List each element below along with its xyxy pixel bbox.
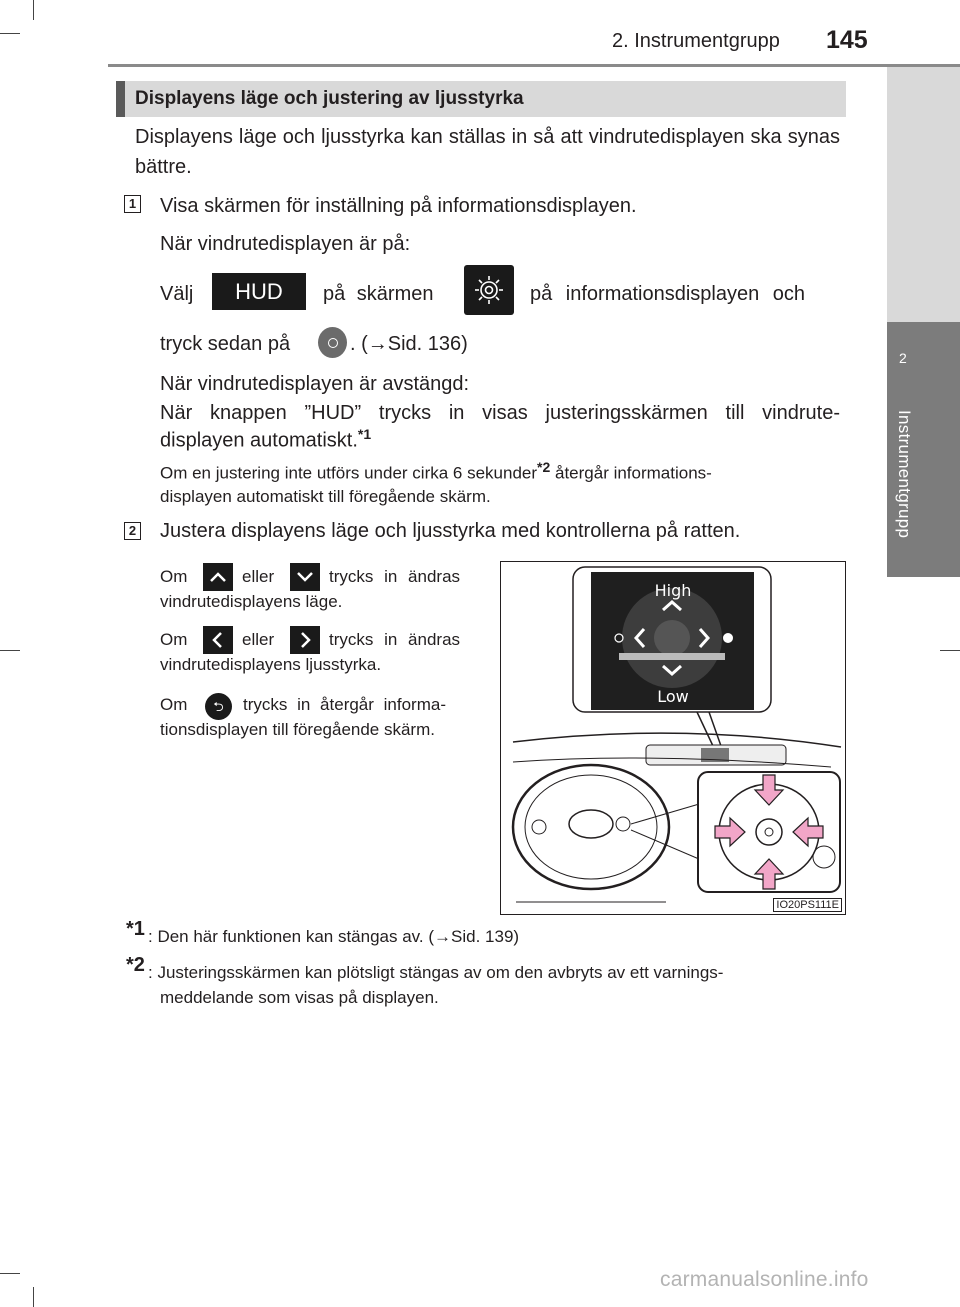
step-number-1: 1 (124, 195, 141, 213)
settings-gear-icon (464, 265, 514, 315)
section-heading-accent (116, 81, 125, 117)
header-rule (108, 64, 960, 67)
illustration-drawing (501, 562, 846, 915)
pos-a: Om (160, 567, 188, 586)
chevron-down-icon (290, 563, 320, 591)
intro-text: Displayens läge och ljusstyrka kan ställas in så att vindrutedisplayen ska synas bättre. (135, 126, 840, 178)
footnote-2-line2: meddelande som visas på displayen. (160, 988, 439, 1007)
back-b: trycks in återgår informa- (243, 695, 446, 714)
back-icon: ⮌ (205, 693, 232, 720)
pos-c: trycks in ändras (329, 567, 461, 586)
watermark: carmanualsonline.info (660, 1268, 869, 1291)
step-number-2: 2 (124, 522, 141, 540)
step1-note-line2: displayen automatiskt till föregående skärm. (160, 486, 491, 506)
hud-adjustment-illustration (500, 561, 846, 915)
pos-line2: vindrutedisplayens läge. (160, 592, 343, 611)
crop-mark (33, 1287, 34, 1307)
crop-mark (33, 0, 34, 20)
section-title: Displayens läge och justering av ljusstyrka (135, 88, 524, 109)
step1-press-a: tryck sedan på (160, 333, 291, 355)
footnote-1-mark: *1 (126, 918, 145, 940)
step1-when-off: När vindrutedisplayen är avstängd: (160, 373, 470, 395)
page-number: 145 (826, 26, 868, 54)
footnote-1-text: : Den här funktionen kan stängas av. (→Sid. 139) (148, 927, 520, 946)
footnote-2-text: : Justeringsskärmen kan plötsligt stängas av om den avbryts av ett varnings- (148, 963, 724, 982)
running-header: 2. Instrumentgrupp (612, 30, 780, 52)
step1-off-line2 (160, 424, 371, 456)
side-tab-upper (887, 67, 960, 322)
crop-mark (0, 33, 20, 34)
high-label: High (654, 581, 692, 600)
illustration-code: IO20PS111E (773, 898, 842, 912)
pos-b: eller (242, 567, 275, 586)
step1-select-a: Välj (160, 283, 194, 305)
crop-mark (940, 650, 960, 651)
bright-b: eller (242, 630, 275, 649)
step1-select-b: på skärmen (323, 283, 434, 305)
step1-select-c: på informationsdisplayen och (530, 283, 806, 305)
step1-note (160, 458, 840, 509)
back-line2: tionsdisplayen till föregående skärm. (160, 720, 435, 739)
chevron-left-icon (203, 626, 233, 654)
bright-line2: vindrutedisplayens ljusstyrka. (160, 655, 382, 674)
step2-text: Justera displayens läge och ljusstyrka med kontrollerna på ratten. (160, 520, 741, 542)
step1-when-on: När vindrutedisplayen är på: (160, 233, 411, 255)
hud-button-label: HUD (235, 279, 283, 304)
side-tab-number: 2 (899, 350, 907, 366)
intro-paragraph (135, 122, 840, 182)
step1-off-line1-text: När knappen ”HUD” trycks in visas justeringsskärmen till vindrute- (160, 402, 840, 424)
step1-press-ref: . (→Sid. 136) (350, 333, 468, 355)
step1-note-a: Om en justering inte utförs under cirka 6 sekunder (160, 463, 538, 483)
footnote-2-mark: *2 (126, 954, 145, 976)
low-label: Low (657, 687, 689, 706)
bright-a: Om (160, 630, 188, 649)
crop-mark (0, 650, 20, 651)
step1-note-b: återgår informations- (550, 463, 712, 483)
bright-c: trycks in ändras (329, 630, 461, 649)
side-tab-label: Instrumentgrupp (895, 410, 914, 539)
footnote-ref-1: *1 (357, 426, 372, 442)
step1-text: Visa skärmen för inställning på informationsdisplayen. (160, 195, 637, 217)
ok-button-icon (318, 327, 347, 358)
chevron-right-icon (290, 626, 320, 654)
chevron-up-icon (203, 563, 233, 591)
step1-off-line2-text: displayen automatiskt. (160, 429, 358, 452)
back-a: Om (160, 695, 188, 714)
hud-button (212, 273, 306, 310)
footnote-ref-2: *2 (537, 459, 551, 475)
crop-mark (0, 1273, 20, 1274)
